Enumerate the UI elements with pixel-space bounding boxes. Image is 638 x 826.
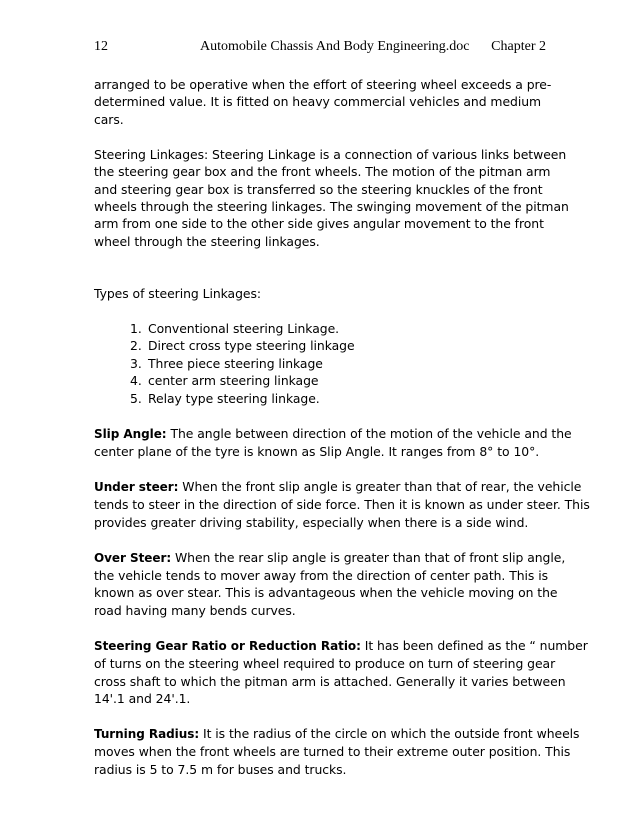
term-under-steer: Under steer: bbox=[94, 479, 179, 494]
list-item bbox=[94, 320, 564, 337]
text-line: the steering gear box and the front wheels. The motion of the pitman arm bbox=[94, 164, 551, 180]
text-line: and steering gear box is transferred so the steering knuckles of the front bbox=[94, 181, 543, 197]
text-line: When the front slip angle is greater than that of rear, the vehicle bbox=[178, 478, 582, 494]
intro-paragraph bbox=[94, 76, 564, 128]
text-line: provides greater driving stability, especially when there is a side wind. bbox=[94, 514, 529, 530]
text-line: wheel through the steering linkages. bbox=[94, 233, 320, 249]
list-number: 3. bbox=[130, 355, 142, 371]
list-number: 4. bbox=[130, 373, 142, 389]
list-text: center arm steering linkage bbox=[148, 373, 319, 389]
text-line: road having many bends curves. bbox=[94, 602, 296, 618]
term-slip-angle: Slip Angle: bbox=[94, 426, 167, 441]
turning-radius-paragraph bbox=[94, 725, 580, 778]
document-body bbox=[94, 76, 590, 778]
list-text: Three piece steering linkage bbox=[148, 355, 323, 371]
text-line: known as over stear. This is advantageous when the vehicle moving on the bbox=[94, 585, 558, 601]
list-number: 2. bbox=[130, 338, 142, 354]
steering-linkages-paragraph bbox=[94, 146, 569, 250]
list-number: 5. bbox=[130, 390, 142, 406]
text-line: tends to steer in the direction of side force. Then it is known as under steer. This bbox=[94, 497, 590, 513]
term-gear-ratio: Steering Gear Ratio or Reduction Ratio: bbox=[94, 638, 361, 653]
list-item bbox=[94, 372, 564, 389]
term-turning-radius: Turning Radius: bbox=[94, 726, 200, 741]
list-text: Relay type steering linkage. bbox=[148, 390, 320, 406]
over-steer-paragraph bbox=[94, 549, 564, 620]
types-list bbox=[94, 320, 564, 407]
text-line: cross shaft to which the pitman arm is attached. Generally it varies between bbox=[94, 673, 566, 689]
text-line: arm from one side to the other side gives angular movement to the front bbox=[94, 216, 544, 232]
term-over-steer: Over Steer: bbox=[94, 550, 172, 565]
types-heading: Types of steering Linkages: bbox=[94, 286, 262, 302]
text-line: radius is 5 to 7.5 m for buses and trucks. bbox=[94, 761, 347, 777]
under-steer-paragraph bbox=[94, 478, 590, 531]
text-line: arranged to be operative when the effort of steering wheel exceeds a pre- bbox=[94, 77, 552, 92]
text-line: the vehicle tends to mover away from the direction of center path. This is bbox=[94, 568, 549, 584]
document-title: Automobile Chassis And Body Engineering.doc bbox=[200, 39, 470, 54]
text-line: The angle between direction of the motion of the vehicle and the bbox=[166, 425, 572, 441]
text-line: cars. bbox=[94, 111, 124, 127]
list-item bbox=[94, 337, 564, 354]
list-item bbox=[94, 390, 564, 407]
text-line: Steering Linkages: Steering Linkage is a connection of various links between bbox=[94, 146, 567, 162]
text-line: When the rear slip angle is greater than that of front slip angle, bbox=[171, 549, 566, 565]
text-line: of turns on the steering wheel required to produce on turn of steering gear bbox=[94, 656, 556, 672]
gear-ratio-paragraph bbox=[94, 637, 588, 708]
text-line: wheels through the steering linkages. The swinging movement of the pitman bbox=[94, 198, 569, 214]
list-text: Direct cross type steering linkage bbox=[148, 338, 355, 354]
text-line: determined value. It is fitted on heavy commercial vehicles and medium bbox=[94, 94, 542, 110]
slip-angle-paragraph bbox=[94, 425, 572, 461]
chapter-label: Chapter 2 bbox=[491, 39, 546, 54]
list-item bbox=[94, 355, 564, 372]
list-number: 1. bbox=[130, 321, 142, 337]
page-number: 12 bbox=[94, 39, 108, 54]
page-header bbox=[94, 39, 546, 55]
text-line: It has been defined as the “ number bbox=[360, 637, 588, 653]
text-line: 14'.1 and 24'.1. bbox=[94, 690, 191, 706]
list-text: Conventional steering Linkage. bbox=[148, 321, 340, 337]
text-line: moves when the front wheels are turned to their extreme outer position. This bbox=[94, 744, 571, 760]
text-line: center plane of the tyre is known as Slip Angle. It ranges from 8° to 10°. bbox=[94, 444, 540, 459]
text-line: It is the radius of the circle on which the outside front wheels bbox=[199, 725, 580, 741]
